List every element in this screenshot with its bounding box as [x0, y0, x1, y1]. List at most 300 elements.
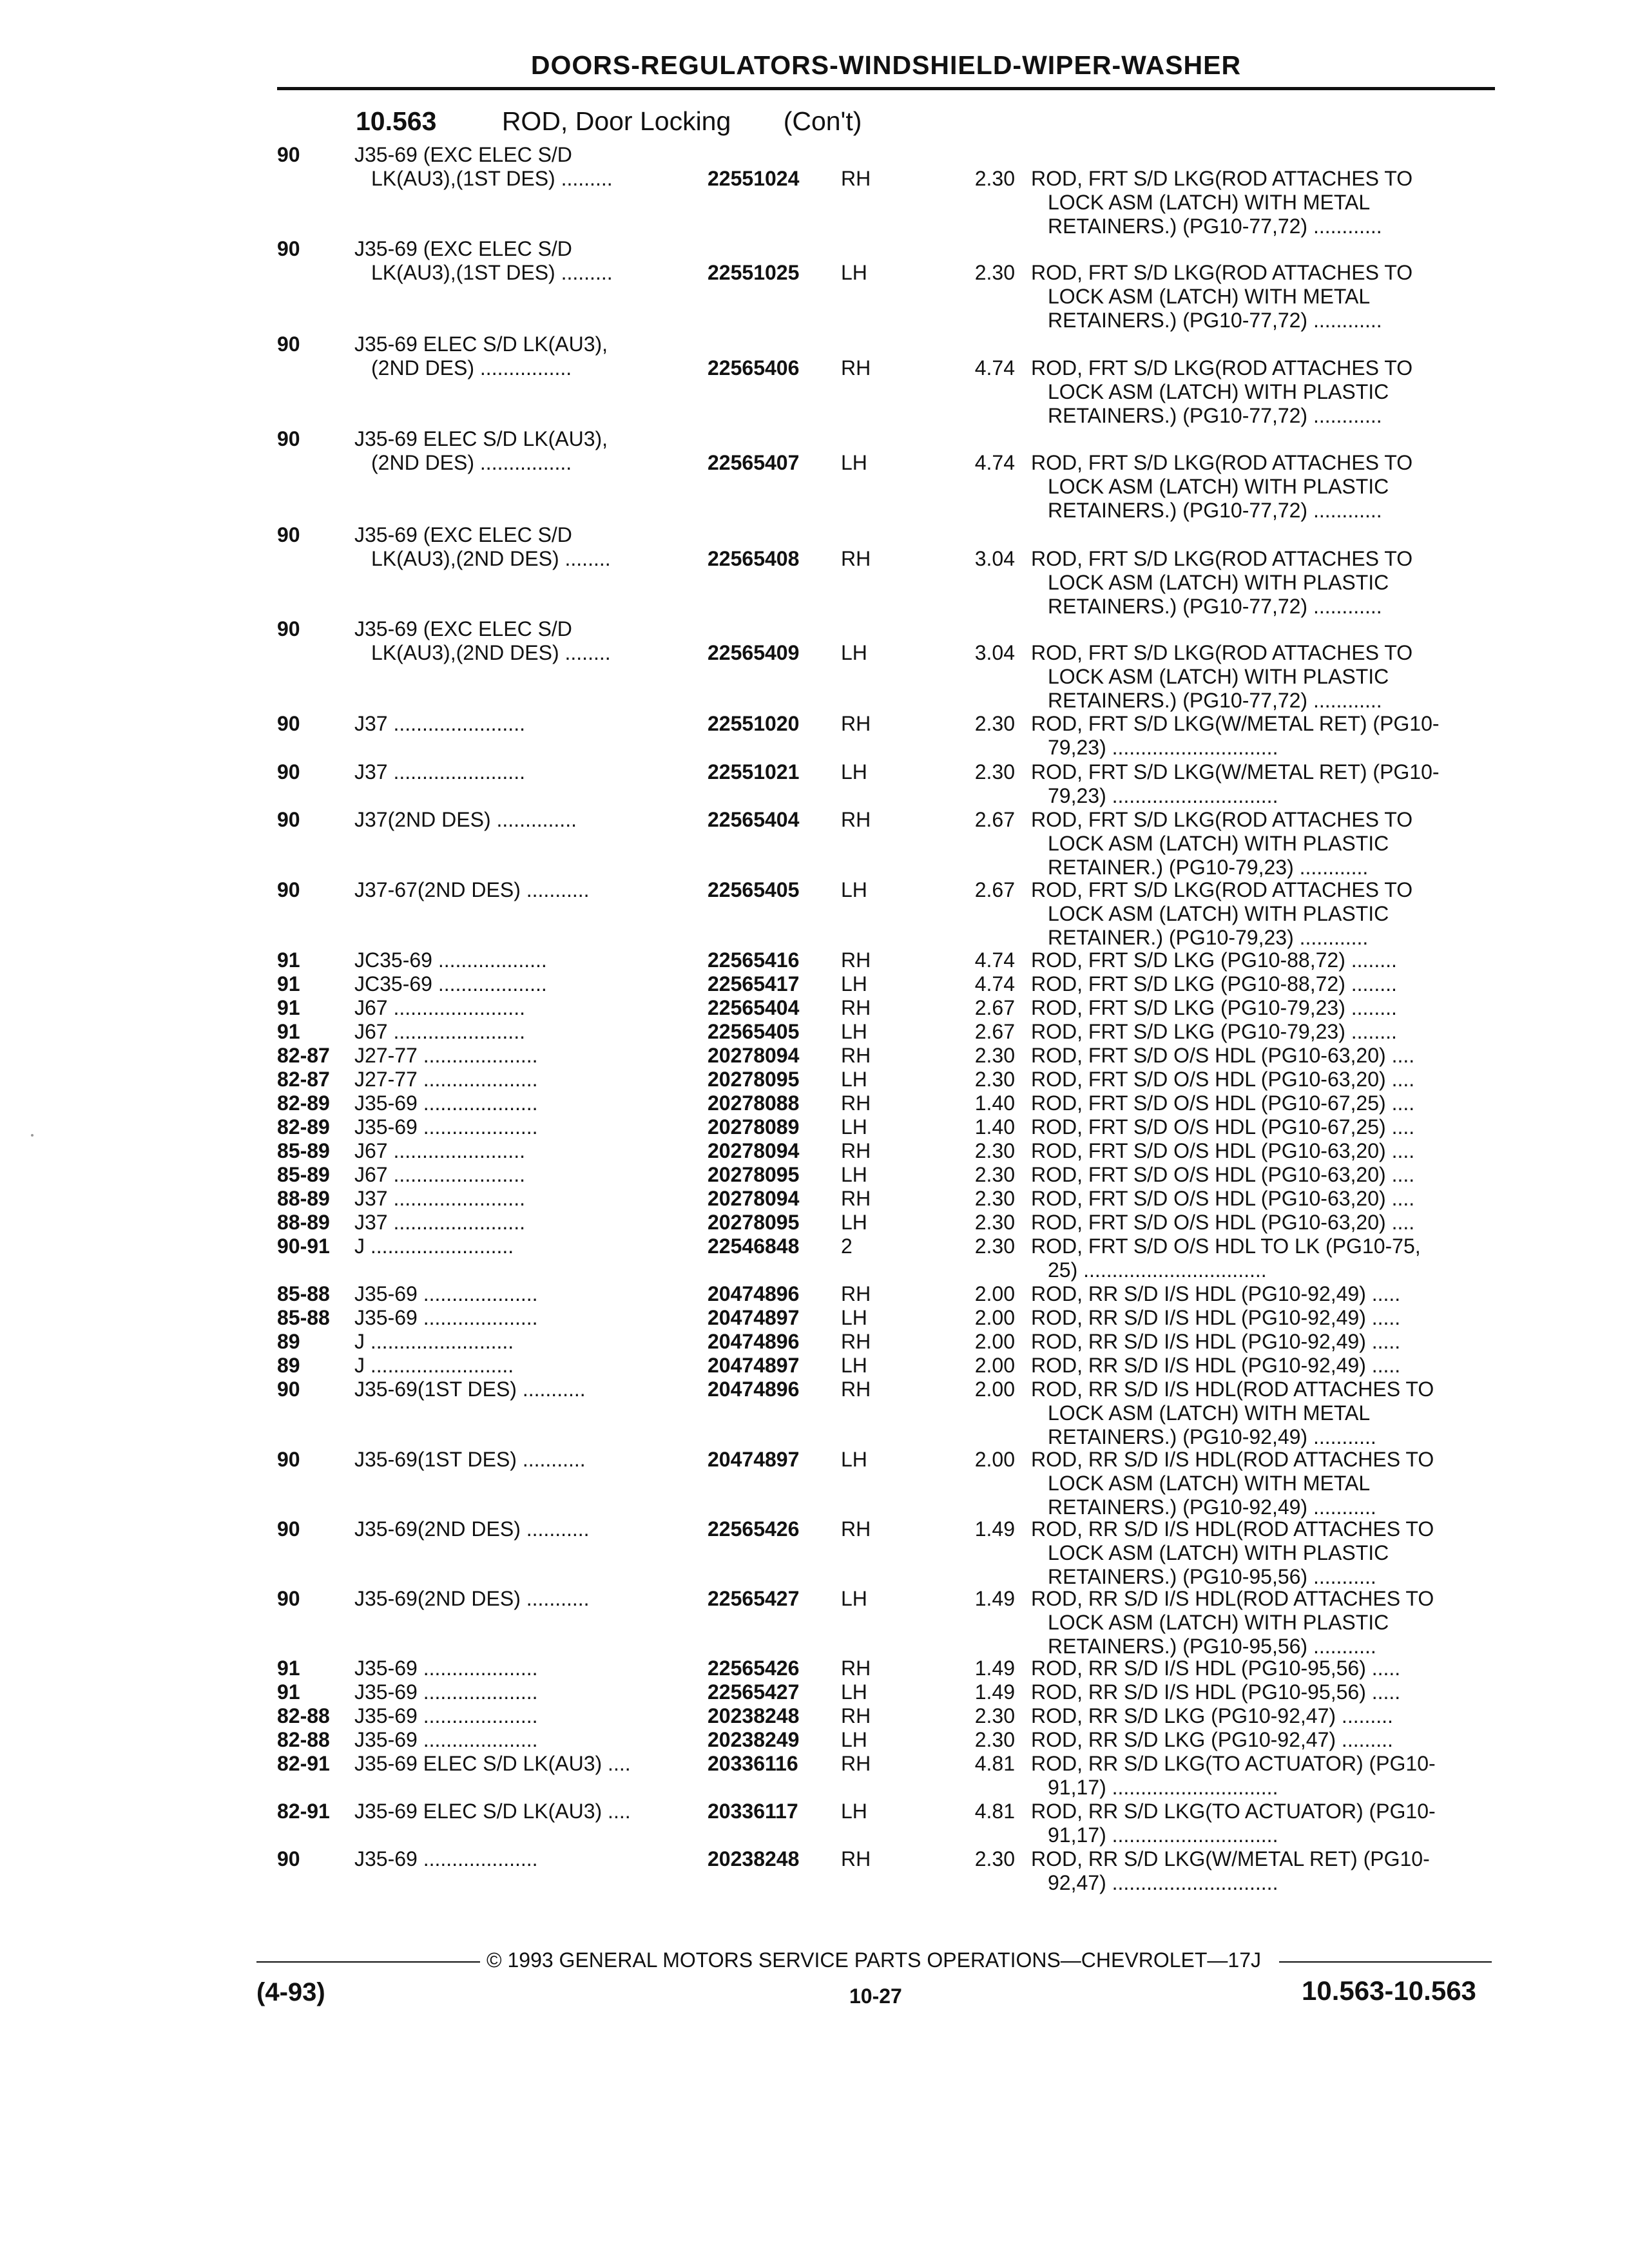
entry-description-line: ROD, FRT S/D LKG(ROD ATTACHES TO — [1031, 641, 1413, 664]
entry-description — [1031, 1800, 1436, 1847]
entry-description-line: RETAINERS.) (PG10-77,72) ............ — [1048, 309, 1382, 332]
entry-year: 82-87 — [277, 1068, 330, 1091]
entry-quantity: 4.81 — [974, 1752, 1015, 1775]
entry-year: 91 — [277, 1020, 300, 1043]
entry-model — [354, 972, 547, 996]
entry-description-line: ROD, RR S/D I/S HDL(ROD ATTACHES TO — [1031, 1517, 1434, 1541]
entry-model-line: J35-69 ELEC S/D LK(AU3) .... — [354, 1800, 631, 1823]
entry-year: 91 — [277, 948, 300, 972]
entry-year: 85-89 — [277, 1139, 330, 1162]
entry-quantity: 1.49 — [974, 1587, 1015, 1610]
entry-quantity: 2.00 — [974, 1330, 1015, 1353]
entry-description — [1031, 1517, 1434, 1589]
entry-year: 90 — [277, 1517, 300, 1541]
entry-side: RH — [841, 1657, 871, 1680]
entry-model — [354, 237, 613, 285]
entry-year: 90 — [277, 1378, 300, 1401]
entry-model-line: J35-69 .................... — [354, 1847, 538, 1870]
entry-description-line: 79,23) ............................. — [1048, 736, 1278, 759]
entry-quantity: 2.30 — [974, 1139, 1015, 1162]
entry-quantity: 2.67 — [974, 1020, 1015, 1043]
entry-description-line: 79,23) ............................. — [1048, 784, 1278, 807]
entry-quantity: 4.74 — [974, 451, 1015, 474]
entry-model — [354, 332, 608, 380]
entry-description — [1031, 1448, 1434, 1519]
entry-year: 90 — [277, 617, 300, 640]
entry-side: LH — [841, 261, 867, 284]
entry-description-line: ROD, FRT S/D O/S HDL (PG10-63,20) .... — [1031, 1211, 1415, 1234]
section-number: 10.563 — [356, 106, 437, 136]
entry-description — [1031, 1163, 1414, 1187]
entry-model-line: LK(AU3),(1ST DES) ......... — [371, 261, 613, 284]
entry-quantity: 2.30 — [974, 1187, 1015, 1210]
entry-model-line: J37 ....................... — [354, 712, 525, 735]
entry-side: RH — [841, 1044, 871, 1067]
entry-quantity: 2.67 — [974, 878, 1015, 901]
entry-description-line: RETAINER.) (PG10-79,23) ............ — [1048, 856, 1369, 879]
entry-year: 90 — [277, 1847, 300, 1870]
entry-side: LH — [841, 1728, 867, 1751]
entry-part-number: 22551025 — [708, 261, 800, 284]
entry-quantity: 2.00 — [974, 1354, 1015, 1377]
entry-side: LH — [841, 1211, 867, 1234]
entry-description-line: LOCK ASM (LATCH) WITH METAL — [1048, 1401, 1371, 1425]
entry-side: LH — [841, 1587, 867, 1610]
entry-description-line: 91,17) ............................. — [1048, 1823, 1278, 1847]
entry-side: LH — [841, 1163, 867, 1186]
entry-quantity: 1.40 — [974, 1091, 1015, 1115]
entry-part-number: 22565426 — [708, 1517, 800, 1541]
entry-model — [354, 948, 547, 972]
entry-side: RH — [841, 1378, 871, 1401]
entry-quantity: 2.30 — [974, 760, 1015, 783]
entry-description — [1031, 996, 1397, 1020]
entry-model-line: JC35-69 ................... — [354, 948, 547, 972]
entry-description — [1031, 1752, 1436, 1800]
entry-description — [1031, 1044, 1414, 1068]
entry-model — [354, 1115, 538, 1139]
entry-model-line: J35-69(1ST DES) ........... — [354, 1378, 586, 1401]
entry-description-line: ROD, FRT S/D LKG(ROD ATTACHES TO — [1031, 547, 1413, 570]
entry-year: 90 — [277, 1587, 300, 1610]
entry-part-number: 20336117 — [708, 1800, 798, 1823]
entry-description-line: ROD, RR S/D LKG(TO ACTUATOR) (PG10- — [1031, 1800, 1436, 1823]
entry-model — [354, 996, 525, 1020]
entry-description-line: ROD, FRT S/D O/S HDL TO LK (PG10-75, — [1031, 1235, 1421, 1258]
entry-model-line: J35-69 .................... — [354, 1306, 538, 1329]
entry-description-line: RETAINERS.) (PG10-77,72) ............ — [1048, 215, 1382, 238]
entry-side: LH — [841, 1448, 867, 1471]
entry-part-number: 20336116 — [708, 1752, 798, 1775]
entry-part-number: 22565405 — [708, 1020, 800, 1043]
entry-description-line: ROD, RR S/D I/S HDL (PG10-92,49) ..... — [1031, 1354, 1401, 1377]
entry-model — [354, 1306, 538, 1330]
entry-model — [354, 1800, 631, 1823]
entry-description-line: ROD, FRT S/D LKG(ROD ATTACHES TO — [1031, 451, 1413, 474]
entry-description — [1031, 261, 1412, 332]
entry-description-line: ROD, RR S/D I/S HDL (PG10-92,49) ..... — [1031, 1306, 1401, 1329]
entry-part-number: 20278094 — [708, 1139, 800, 1162]
entry-year: 90 — [277, 332, 300, 356]
entry-year: 85-89 — [277, 1163, 330, 1186]
entry-description — [1031, 1115, 1414, 1139]
entry-description — [1031, 1330, 1400, 1354]
entry-year: 88-89 — [277, 1187, 330, 1210]
entry-side: LH — [841, 1800, 867, 1823]
entry-quantity: 1.49 — [974, 1657, 1015, 1680]
entry-description — [1031, 641, 1412, 713]
entry-side: RH — [841, 948, 871, 972]
entry-part-number: 20238248 — [708, 1847, 800, 1870]
entry-side: LH — [841, 1354, 867, 1377]
entry-year: 82-91 — [277, 1752, 330, 1775]
entry-model — [354, 1068, 538, 1091]
entry-model — [354, 1517, 590, 1541]
entry-part-number: 22565417 — [708, 972, 800, 995]
entry-description — [1031, 1704, 1393, 1728]
entry-description-line: ROD, RR S/D I/S HDL (PG10-95,56) ..... — [1031, 1657, 1401, 1680]
entry-quantity: 2.30 — [974, 1211, 1015, 1234]
entry-description — [1031, 1728, 1393, 1752]
entry-model-line: LK(AU3),(2ND DES) ........ — [371, 547, 611, 570]
entry-description-line: ROD, FRT S/D LKG(W/METAL RET) (PG10- — [1031, 712, 1440, 735]
entry-part-number: 20278094 — [708, 1044, 800, 1067]
footer-rule-left — [256, 1961, 480, 1963]
entry-description-line: LOCK ASM (LATCH) WITH METAL — [1048, 1472, 1371, 1495]
entry-model-line: J35-69 (EXC ELEC S/D — [354, 237, 572, 260]
entry-model — [354, 143, 613, 191]
entry-description — [1031, 1282, 1400, 1306]
entry-side: RH — [841, 1091, 871, 1115]
entry-description-line: LOCK ASM (LATCH) WITH PLASTIC — [1048, 1541, 1389, 1564]
entry-side: LH — [841, 1680, 867, 1704]
entry-description-line: RETAINERS.) (PG10-77,72) ............ — [1048, 404, 1382, 427]
entry-description-line: RETAINERS.) (PG10-95,56) ........... — [1048, 1565, 1376, 1588]
entry-model-line: J ......................... — [354, 1354, 514, 1377]
entry-description-line: LOCK ASM (LATCH) WITH PLASTIC — [1048, 665, 1389, 688]
entry-side: RH — [841, 1847, 871, 1870]
entry-model — [354, 523, 611, 571]
entry-quantity: 4.81 — [974, 1800, 1015, 1823]
entry-year: 89 — [277, 1354, 300, 1377]
entry-model — [354, 1330, 514, 1354]
entry-description-line: 25) ................................ — [1048, 1258, 1267, 1282]
entry-part-number: 20278094 — [708, 1187, 800, 1210]
entry-quantity: 2.30 — [974, 1704, 1015, 1727]
entry-description-line: LOCK ASM (LATCH) WITH PLASTIC — [1048, 902, 1389, 925]
entry-model-line: J37(2ND DES) .............. — [354, 808, 577, 831]
entry-model-line: J37 ....................... — [354, 1211, 525, 1234]
entry-model — [354, 1091, 538, 1115]
entry-part-number: 20474896 — [708, 1330, 800, 1353]
entry-year: 90 — [277, 712, 300, 735]
entry-description-line: ROD, FRT S/D LKG(ROD ATTACHES TO — [1031, 261, 1413, 284]
entry-description-line: LOCK ASM (LATCH) WITH PLASTIC — [1048, 832, 1389, 855]
entry-description-line: RETAINER.) (PG10-79,23) ............ — [1048, 926, 1369, 949]
entry-model-line: JC35-69 ................... — [354, 972, 547, 995]
entry-quantity: 1.49 — [974, 1517, 1015, 1541]
entry-quantity: 2.30 — [974, 712, 1015, 735]
entry-year: 82-87 — [277, 1044, 330, 1067]
entry-side: LH — [841, 1115, 867, 1139]
entry-description-line: LOCK ASM (LATCH) WITH PLASTIC — [1048, 475, 1389, 498]
entry-description-line: ROD, RR S/D LKG (PG10-92,47) ......... — [1031, 1728, 1393, 1751]
entry-year: 89 — [277, 1330, 300, 1353]
entry-model-line: J37 ....................... — [354, 760, 525, 783]
entry-part-number: 22565405 — [708, 878, 800, 901]
entry-description — [1031, 760, 1440, 808]
entry-description — [1031, 1068, 1414, 1091]
entry-description-line: ROD, RR S/D I/S HDL (PG10-92,49) ..... — [1031, 1330, 1401, 1353]
entry-quantity: 1.40 — [974, 1115, 1015, 1139]
entry-description-line: ROD, RR S/D LKG(W/METAL RET) (PG10- — [1031, 1847, 1430, 1870]
entry-description-line: ROD, FRT S/D LKG(ROD ATTACHES TO — [1031, 878, 1413, 901]
entry-year: 90 — [277, 427, 300, 450]
entry-description-line: ROD, RR S/D I/S HDL(ROD ATTACHES TO — [1031, 1448, 1434, 1471]
entry-description — [1031, 808, 1412, 879]
entry-description-line: ROD, FRT S/D LKG(ROD ATTACHES TO — [1031, 167, 1413, 190]
entry-part-number: 22565407 — [708, 451, 800, 474]
entry-side: LH — [841, 972, 867, 995]
entry-model-line: J35-69 (EXC ELEC S/D — [354, 523, 572, 546]
entry-description-line: ROD, RR S/D I/S HDL (PG10-92,49) ..... — [1031, 1282, 1401, 1305]
entry-quantity: 2.30 — [974, 1163, 1015, 1186]
entry-model-line: J37 ....................... — [354, 1187, 525, 1210]
entry-description-line: LOCK ASM (LATCH) WITH PLASTIC — [1048, 571, 1389, 594]
entry-description-line: ROD, RR S/D I/S HDL(ROD ATTACHES TO — [1031, 1587, 1434, 1610]
entry-quantity: 2.00 — [974, 1282, 1015, 1305]
entry-quantity: 2.30 — [974, 1847, 1015, 1870]
section-title: ROD, Door Locking — [501, 106, 731, 136]
entry-quantity: 4.74 — [974, 948, 1015, 972]
entry-year: 90 — [277, 760, 300, 783]
entry-description — [1031, 356, 1412, 428]
entry-side: RH — [841, 1752, 871, 1775]
footer-page-number: 10-27 — [849, 1984, 902, 2008]
entry-part-number: 22565406 — [708, 356, 800, 380]
entry-model — [354, 1354, 514, 1378]
entry-description-line: ROD, FRT S/D LKG (PG10-88,72) ........ — [1031, 948, 1397, 972]
entry-part-number: 20278095 — [708, 1163, 800, 1186]
entry-description-line: RETAINERS.) (PG10-92,49) ........... — [1048, 1425, 1376, 1448]
entry-description-line: ROD, FRT S/D LKG(ROD ATTACHES TO — [1031, 808, 1413, 831]
entry-description-line: LOCK ASM (LATCH) WITH PLASTIC — [1048, 380, 1389, 403]
entry-description-line: ROD, FRT S/D O/S HDL (PG10-63,20) .... — [1031, 1187, 1415, 1210]
entry-year: 90 — [277, 237, 300, 260]
entry-year: 90 — [277, 523, 300, 546]
entry-model-line: J35-69 ELEC S/D LK(AU3), — [354, 427, 608, 450]
entry-year: 90 — [277, 808, 300, 831]
entry-model-line: LK(AU3),(1ST DES) ......... — [371, 167, 613, 190]
entry-description — [1031, 1139, 1414, 1163]
entry-part-number: 22565426 — [708, 1657, 800, 1680]
entry-description — [1031, 1187, 1414, 1211]
entry-description — [1031, 1020, 1397, 1044]
entry-model-line: J35-69 (EXC ELEC S/D — [354, 143, 572, 166]
entry-side: LH — [841, 1020, 867, 1043]
entry-description-line: LOCK ASM (LATCH) WITH PLASTIC — [1048, 1611, 1389, 1634]
entry-year: 90 — [277, 143, 300, 166]
entry-side: LH — [841, 641, 867, 664]
entry-side: LH — [841, 878, 867, 901]
entry-description-line: 92,47) ............................. — [1048, 1871, 1278, 1894]
entry-part-number: 20474897 — [708, 1354, 800, 1377]
entry-quantity: 2.30 — [974, 1728, 1015, 1751]
entry-year: 82-91 — [277, 1800, 330, 1823]
entry-model-line: J67 ....................... — [354, 1020, 525, 1043]
entry-description — [1031, 547, 1412, 619]
entry-description-line: ROD, RR S/D I/S HDL (PG10-95,56) ..... — [1031, 1680, 1401, 1704]
entry-part-number: 20474897 — [708, 1306, 800, 1329]
entry-part-number: 22565427 — [708, 1680, 800, 1704]
entry-model-line: J35-69 .................... — [354, 1091, 538, 1115]
entry-year: 88-89 — [277, 1211, 330, 1234]
entry-description — [1031, 1235, 1421, 1282]
entry-description — [1031, 1680, 1400, 1704]
entry-description-line: 91,17) ............................. — [1048, 1776, 1278, 1799]
entry-model-line: J67 ....................... — [354, 1139, 525, 1162]
entry-side: RH — [841, 712, 871, 735]
entry-model — [354, 427, 608, 475]
entry-year: 85-88 — [277, 1306, 330, 1329]
entry-model-line: LK(AU3),(2ND DES) ........ — [371, 641, 611, 664]
entry-side: RH — [841, 1704, 871, 1727]
entry-part-number: 22551021 — [708, 760, 800, 783]
entry-model-line: J35-69(2ND DES) ........... — [354, 1587, 590, 1610]
entry-model-line: J27-77 .................... — [354, 1044, 538, 1067]
entry-side: LH — [841, 760, 867, 783]
entry-description-line: ROD, FRT S/D O/S HDL (PG10-63,20) .... — [1031, 1163, 1415, 1186]
entry-model-line: J35-69 ELEC S/D LK(AU3), — [354, 332, 608, 356]
entry-model — [354, 1847, 538, 1871]
entry-side: LH — [841, 1068, 867, 1091]
entry-description-line: ROD, FRT S/D LKG (PG10-88,72) ........ — [1031, 972, 1397, 995]
entry-description-line: ROD, FRT S/D O/S HDL (PG10-63,20) .... — [1031, 1044, 1415, 1067]
entry-model — [354, 1587, 590, 1611]
entry-description-line: ROD, FRT S/D LKG(ROD ATTACHES TO — [1031, 356, 1413, 380]
entry-description-line: RETAINERS.) (PG10-77,72) ............ — [1048, 595, 1382, 618]
entry-side: RH — [841, 1282, 871, 1305]
entry-description — [1031, 1587, 1434, 1658]
entry-year: 82-88 — [277, 1728, 330, 1751]
entry-part-number: 20278088 — [708, 1091, 800, 1115]
entry-model-line: J ......................... — [354, 1235, 514, 1258]
entry-description — [1031, 972, 1397, 996]
entry-year: 82-89 — [277, 1091, 330, 1115]
entry-description — [1031, 1091, 1414, 1115]
entry-description — [1031, 167, 1412, 238]
entry-year: 82-89 — [277, 1115, 330, 1139]
entry-part-number: 22565409 — [708, 641, 800, 664]
entry-model — [354, 1448, 586, 1472]
entry-description-line: RETAINERS.) (PG10-95,56) ........... — [1048, 1635, 1376, 1658]
entry-model — [354, 1211, 525, 1235]
entry-model-line: J35-69 ELEC S/D LK(AU3) .... — [354, 1752, 631, 1775]
entry-description — [1031, 1378, 1434, 1449]
footer-date-code: (4-93) — [256, 1978, 325, 2006]
entry-part-number: 22551024 — [708, 167, 800, 190]
entry-model-line: J35-69 .................... — [354, 1728, 538, 1751]
entry-model-line: J35-69 .................... — [354, 1704, 538, 1727]
entry-year: 90-91 — [277, 1235, 330, 1258]
entry-part-number: 22546848 — [708, 1235, 800, 1258]
entry-side: RH — [841, 167, 871, 190]
entry-description — [1031, 451, 1412, 523]
entry-part-number: 20474896 — [708, 1378, 800, 1401]
entry-description — [1031, 1847, 1430, 1895]
entry-quantity: 4.74 — [974, 356, 1015, 380]
entry-model — [354, 1020, 525, 1044]
entry-quantity: 2.00 — [974, 1378, 1015, 1401]
entry-description — [1031, 1306, 1400, 1330]
entry-model — [354, 617, 611, 665]
entry-side: LH — [841, 451, 867, 474]
entry-side: RH — [841, 547, 871, 570]
section-continued: (Con't) — [783, 106, 862, 136]
entry-model-line: J35-69 (EXC ELEC S/D — [354, 617, 572, 640]
entry-description-line: ROD, FRT S/D O/S HDL (PG10-67,25) .... — [1031, 1115, 1415, 1139]
entry-side: RH — [841, 1187, 871, 1210]
entry-model — [354, 1704, 538, 1728]
entry-model-line: (2ND DES) ................ — [371, 451, 572, 474]
entry-description-line: ROD, FRT S/D LKG (PG10-79,23) ........ — [1031, 996, 1397, 1019]
entry-part-number: 22551020 — [708, 712, 800, 735]
entry-description-line: ROD, RR S/D I/S HDL(ROD ATTACHES TO — [1031, 1378, 1434, 1401]
entry-quantity: 2.00 — [974, 1448, 1015, 1471]
entry-model — [354, 1378, 586, 1401]
entry-model — [354, 1139, 525, 1163]
entry-side: LH — [841, 1306, 867, 1329]
margin-speck — [31, 1134, 34, 1137]
entry-model-line: J35-69(2ND DES) ........... — [354, 1517, 590, 1541]
entry-model — [354, 1163, 525, 1187]
entry-part-number: 20474896 — [708, 1282, 800, 1305]
page-header: DOORS-REGULATORS-WINDSHIELD-WIPER-WASHER — [530, 50, 1242, 80]
entry-model — [354, 1187, 525, 1211]
footer-section-range: 10.563-10.563 — [1302, 1975, 1476, 2006]
entry-model-line: J67 ....................... — [354, 1163, 525, 1186]
entry-description — [1031, 878, 1412, 950]
entry-description — [1031, 1657, 1400, 1680]
entry-model-line: J35-69(1ST DES) ........... — [354, 1448, 586, 1471]
entry-quantity: 3.04 — [974, 547, 1015, 570]
entry-model-line: (2ND DES) ................ — [371, 356, 572, 380]
entry-model — [354, 760, 525, 784]
entry-model — [354, 808, 577, 832]
entry-part-number: 22565408 — [708, 547, 800, 570]
entry-description-line: LOCK ASM (LATCH) WITH METAL — [1048, 285, 1371, 308]
entry-part-number: 22565416 — [708, 948, 800, 972]
entry-part-number: 22565404 — [708, 996, 800, 1019]
entry-description-line: ROD, FRT S/D O/S HDL (PG10-67,25) .... — [1031, 1091, 1415, 1115]
entry-model-line: J35-69 .................... — [354, 1282, 538, 1305]
entry-model-line: J ......................... — [354, 1330, 514, 1353]
entry-quantity: 2.00 — [974, 1306, 1015, 1329]
entry-description-line: ROD, RR S/D LKG (PG10-92,47) ......... — [1031, 1704, 1393, 1727]
entry-quantity: 4.74 — [974, 972, 1015, 995]
entry-part-number: 22565427 — [708, 1587, 800, 1610]
entry-quantity: 2.30 — [974, 167, 1015, 190]
entry-part-number: 20474897 — [708, 1448, 800, 1471]
entry-part-number: 22565404 — [708, 808, 800, 831]
entry-part-number: 20278095 — [708, 1211, 800, 1234]
footer-rule-right — [1279, 1961, 1492, 1963]
entry-year: 90 — [277, 1448, 300, 1471]
entry-description-line: ROD, FRT S/D O/S HDL (PG10-63,20) .... — [1031, 1139, 1415, 1162]
entry-quantity: 2.30 — [974, 1068, 1015, 1091]
entry-description-line: LOCK ASM (LATCH) WITH METAL — [1048, 191, 1371, 214]
entry-year: 82-88 — [277, 1704, 330, 1727]
